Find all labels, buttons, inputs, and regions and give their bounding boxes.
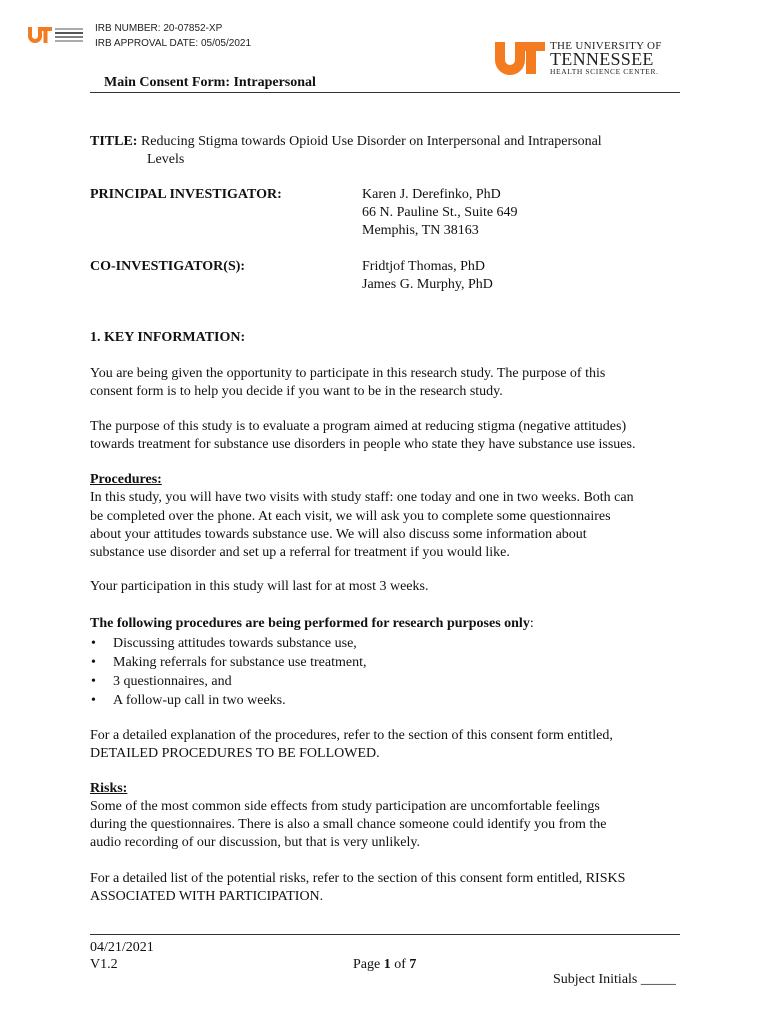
procedures-heading: Procedures:: [90, 472, 162, 487]
list-item: • Making referrals for substance use treatment,: [91, 653, 366, 672]
pi-line: Memphis, TN 38163: [362, 223, 479, 238]
risks-line: during the questionnaires. There is also a small chance someone could identify you from the: [90, 817, 607, 832]
header-rule: [90, 92, 680, 93]
risks-heading: Risks:: [90, 781, 128, 796]
list-item: • Discussing attitudes towards substance use,: [91, 634, 366, 653]
procedures-line: substance use disorder and set up a referral for treatment if you would like.: [90, 545, 510, 560]
title-text: Reducing Stigma towards Opioid Use Disorder on Interpersonal and Intrapersonal: [140, 134, 602, 149]
procedures-line: In this study, you will have two visits with study staff: one today and one in two weeks. Both can: [90, 490, 634, 505]
purpose-line: The purpose of this study is to evaluate a program aimed at reducing stigma (negative attitudes): [90, 419, 627, 434]
form-title: Main Consent Form: Intrapersonal: [104, 75, 316, 90]
duration-text: Your participation in this study will last for at most 3 weeks.: [90, 579, 429, 594]
coi-line: Fridtjof Thomas, PhD: [362, 259, 486, 274]
logo-health-science-center: HEALTH SCIENCE CENTER.: [550, 67, 659, 76]
list-item: • A follow-up call in two weeks.: [91, 691, 366, 710]
risks-line: Some of the most common side effects from study participation are uncomfortable feelings: [90, 799, 600, 814]
study-title-line1: [90, 133, 602, 152]
pi-label: PRINCIPAL INVESTIGATOR:: [90, 187, 282, 202]
detailed-ref-line: DETAILED PROCEDURES TO BE FOLLOWED.: [90, 746, 380, 761]
detailed-ref-line: For a detailed explanation of the procedures, refer to the section of this consent form entitled,: [90, 728, 613, 743]
footer-date: 04/21/2021: [90, 940, 154, 955]
pi-line: Karen J. Derefinko, PhD: [362, 187, 501, 202]
ut-logo-mark: [494, 40, 546, 76]
page-total: 7: [409, 957, 417, 972]
page-prefix: Page: [353, 957, 384, 972]
page-number: [353, 956, 416, 975]
risks-line: audio recording of our discussion, but that is very unlikely.: [90, 835, 420, 850]
coi-label: CO-INVESTIGATOR(S):: [90, 259, 246, 274]
page-of: of: [390, 957, 410, 972]
intro-line: consent form is to help you decide if you want to be in the research study.: [90, 384, 503, 399]
coi-line: James G. Murphy, PhD: [362, 277, 493, 292]
ut-stamp-logo: [27, 26, 85, 44]
intro-line: You are being given the opportunity to participate in this research study. The purpose of this: [90, 366, 606, 381]
subject-initials: Subject Initials _____: [553, 972, 676, 987]
page-current: 1: [383, 957, 391, 972]
irb-approval-date: IRB APPROVAL DATE: 05/05/2021: [95, 38, 252, 49]
risks-ref-line: For a detailed list of the potential risks, refer to the section of this consent form entitled, RISKS: [90, 871, 626, 886]
study-title-line2: Levels: [147, 152, 185, 167]
risks-ref-line: ASSOCIATED WITH PARTICIPATION.: [90, 889, 324, 904]
footer-rule: [90, 934, 680, 935]
list-item: • 3 questionnaires, and: [91, 672, 366, 691]
irb-number: IRB NUMBER: 20-07852-XP: [95, 23, 223, 34]
title-label: TITLE:: [90, 134, 138, 149]
research-heading-line: [90, 615, 534, 634]
research-heading: The following procedures are being performed for research purposes only: [90, 616, 530, 631]
research-heading-colon: :: [529, 616, 534, 631]
procedures-line: about your attitudes towards substance use. We will also discuss some information about: [90, 527, 587, 542]
purpose-line: towards treatment for substance use disorders in people who state they have substance use issues.: [90, 437, 636, 452]
key-info-heading: 1. KEY INFORMATION:: [90, 330, 246, 345]
logo-university-of: THE UNIVERSITY OF: [550, 40, 662, 52]
research-procedures-list: [91, 634, 366, 710]
pi-line: 66 N. Pauline St., Suite 649: [362, 205, 518, 220]
procedures-line: be completed over the phone. At each visit, we will ask you to complete some questionnaires: [90, 509, 611, 524]
logo-tennessee: TENNESSEE: [550, 49, 654, 69]
footer-version: V1.2: [90, 957, 118, 972]
